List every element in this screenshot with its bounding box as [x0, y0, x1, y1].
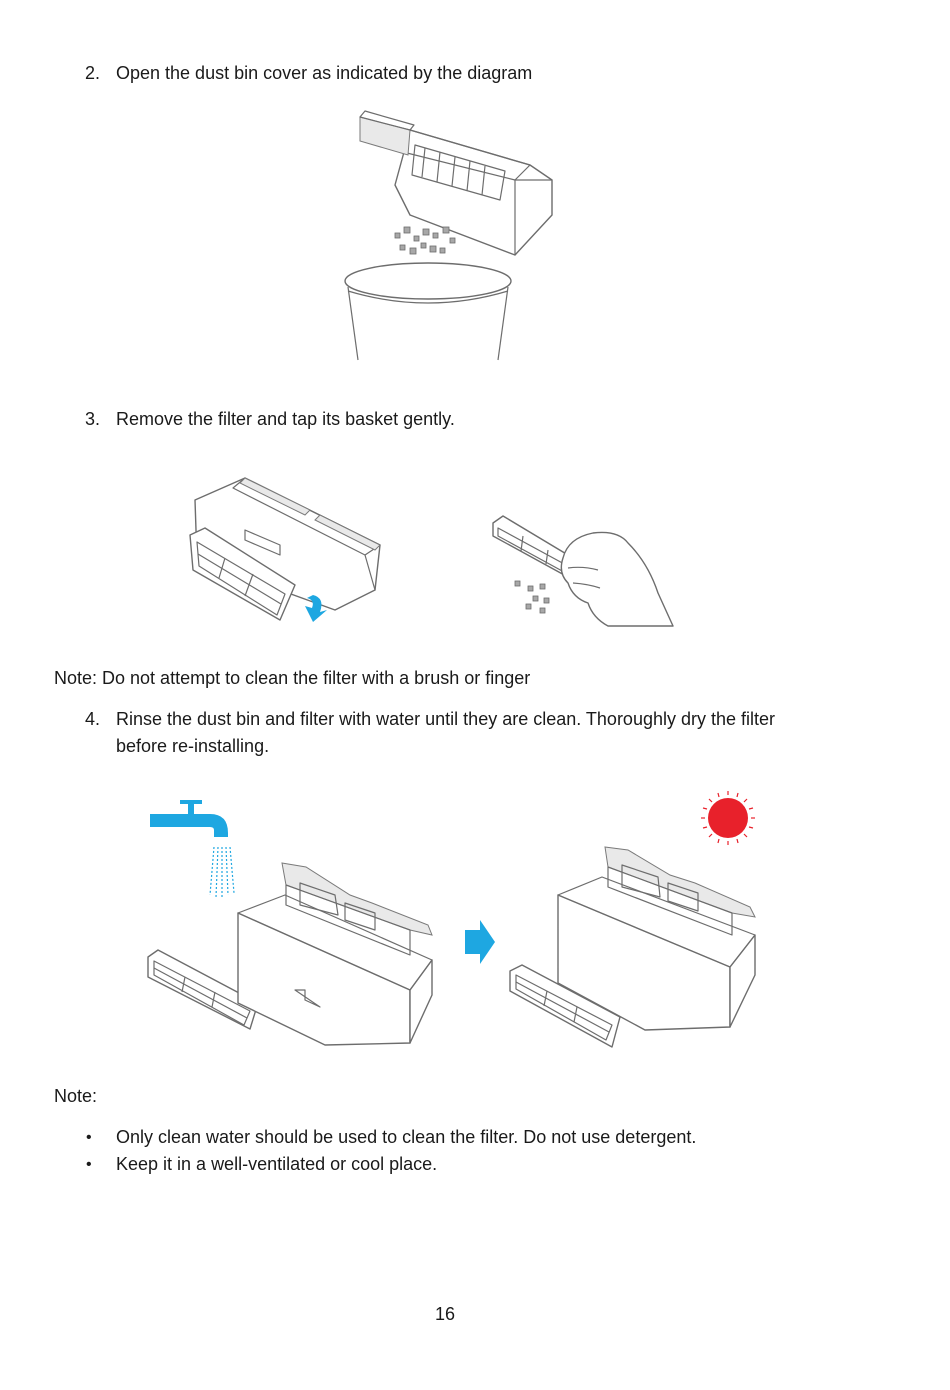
- step-3-text: Remove the filter and tap its basket gently.: [116, 409, 455, 429]
- bullet-ventilated: Keep it in a well-ventilated or cool place.: [116, 1154, 438, 1174]
- figure-empty-dust-bin: [330, 105, 570, 370]
- step-4-number: 4.: [85, 709, 101, 729]
- page-number: 16: [434, 1304, 456, 1324]
- trash-can-rim: [345, 263, 511, 299]
- figure-rinse-and-dry: [110, 785, 790, 1065]
- dust-bin-open-left: [238, 863, 432, 1045]
- step-3-number: 3.: [85, 409, 101, 429]
- sun-icon: [701, 791, 755, 845]
- water-stream: [210, 847, 234, 897]
- figure-remove-filter: [185, 470, 395, 630]
- bullet-marker: •: [86, 1129, 92, 1146]
- step-4-text-line1: Rinse the dust bin and filter with water until they are clean. Thoroughly dry the filter: [116, 709, 776, 729]
- step-2-number: 2.: [85, 63, 101, 83]
- note-no-brush: Note: Do not attempt to clean the filter with a brush or finger: [54, 668, 531, 688]
- faucet-icon: [150, 800, 228, 837]
- step-2-text: Open the dust bin cover as indicated by the diagram: [116, 63, 533, 83]
- note-label: Note:: [54, 1086, 98, 1106]
- arrow-right-icon: [465, 920, 495, 964]
- figure-tap-filter: [488, 508, 688, 633]
- dust-particles: [515, 581, 549, 613]
- hand: [561, 532, 673, 626]
- step-4-text-line2: before re-installing.: [116, 736, 270, 756]
- bullet-clean-water: Only clean water should be used to clean the filter. Do not use detergent.: [116, 1127, 697, 1147]
- dust-bin-cover: [360, 117, 410, 155]
- bullet-marker: •: [86, 1156, 92, 1173]
